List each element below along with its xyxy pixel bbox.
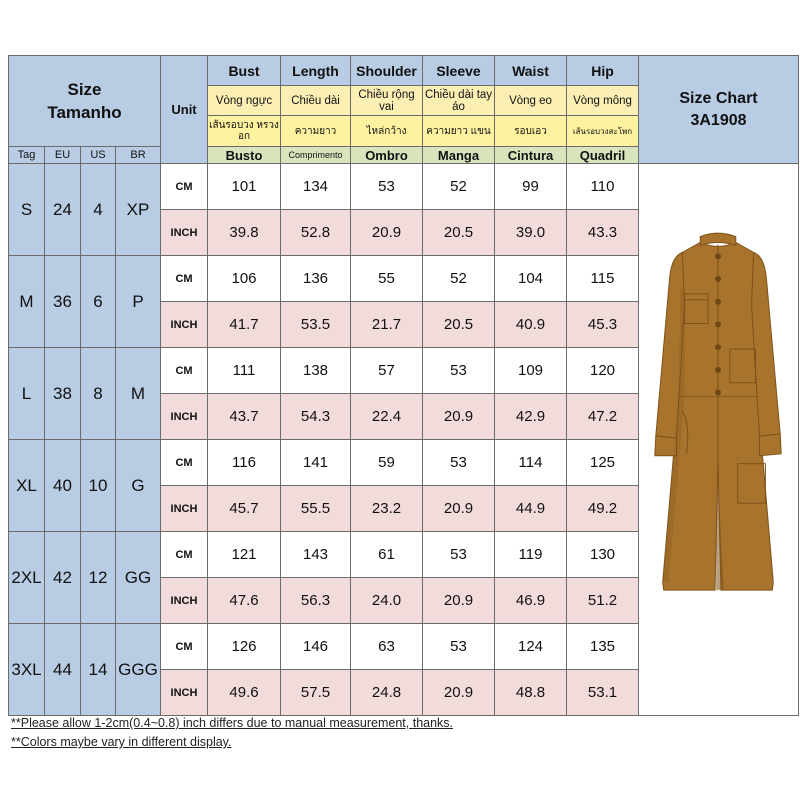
inch-value-bust: 49.6 <box>208 670 281 716</box>
cm-value-hip: 135 <box>567 624 639 670</box>
cm-value-sleeve: 53 <box>423 532 495 578</box>
size-eu-cell: 36 <box>45 256 81 348</box>
size-us-cell: 4 <box>81 164 116 256</box>
eu-column-header: EU <box>45 147 81 164</box>
inch-value-waist: 42.9 <box>495 394 567 440</box>
cm-value-sleeve: 53 <box>423 440 495 486</box>
size-eu-cell: 42 <box>45 532 81 624</box>
footer-note-measurement: **Please allow 1-2cm(0.4~0.8) inch differs due to manual measurement, thanks. <box>11 716 454 730</box>
size-us-cell: 10 <box>81 440 116 532</box>
cm-value-bust: 101 <box>208 164 281 210</box>
header-sleeve: Sleeve <box>423 56 495 86</box>
unit-inch-label: INCH <box>161 302 208 348</box>
cm-value-shoulder: 63 <box>351 624 423 670</box>
size-eu-cell: 38 <box>45 348 81 440</box>
inch-value-sleeve: 20.9 <box>423 394 495 440</box>
cm-value-bust: 121 <box>208 532 281 578</box>
size-eu-cell: 40 <box>45 440 81 532</box>
cm-value-shoulder: 59 <box>351 440 423 486</box>
cm-value-length: 136 <box>281 256 351 302</box>
cm-value-bust: 116 <box>208 440 281 486</box>
inch-value-bust: 45.7 <box>208 486 281 532</box>
unit-header: Unit <box>161 56 208 164</box>
inch-value-sleeve: 20.9 <box>423 578 495 624</box>
inch-value-length: 56.3 <box>281 578 351 624</box>
inch-value-hip: 47.2 <box>567 394 639 440</box>
inch-value-sleeve: 20.9 <box>423 486 495 532</box>
inch-value-length: 53.5 <box>281 302 351 348</box>
inch-value-hip: 43.3 <box>567 210 639 256</box>
pt-label-hip: Quadril <box>567 147 639 164</box>
th-label-bust: เส้นรอบวง หรวงอก <box>208 116 281 147</box>
size-tag-cell: L <box>9 348 45 440</box>
size-header-cell <box>9 56 161 147</box>
cm-value-shoulder: 61 <box>351 532 423 578</box>
inch-value-length: 57.5 <box>281 670 351 716</box>
footer-note-colors: **Colors maybe vary in different display. <box>11 735 232 749</box>
cm-value-length: 134 <box>281 164 351 210</box>
th-label-sleeve: ความยาว แขน <box>423 116 495 147</box>
pt-label-waist: Cintura <box>495 147 567 164</box>
vi-label-hip: Vòng mông <box>567 86 639 116</box>
header-hip: Hip <box>567 56 639 86</box>
inch-value-shoulder: 23.2 <box>351 486 423 532</box>
cm-value-length: 146 <box>281 624 351 670</box>
th-label-hip: เส้นรอบวงสะโพก <box>567 116 639 147</box>
chart-title: Size Chart <box>679 89 758 107</box>
size-br-cell: GGG <box>116 624 161 716</box>
cm-value-hip: 110 <box>567 164 639 210</box>
th-label-shoulder: ไหล่กว้าง <box>351 116 423 147</box>
vi-label-bust: Vòng ngực <box>208 86 281 116</box>
size-tag-cell: S <box>9 164 45 256</box>
pt-label-bust: Busto <box>208 147 281 164</box>
size-us-cell: 12 <box>81 532 116 624</box>
inch-value-hip: 51.2 <box>567 578 639 624</box>
cm-value-bust: 111 <box>208 348 281 394</box>
left-cuff <box>655 436 677 456</box>
cm-value-length: 143 <box>281 532 351 578</box>
chart-code: 3A1908 <box>690 111 747 129</box>
us-column-header: US <box>81 147 116 164</box>
size-chart-table <box>8 55 799 716</box>
size-tag-cell: 3XL <box>9 624 45 716</box>
unit-cm-label: CM <box>161 624 208 670</box>
right-cuff <box>759 434 781 456</box>
unit-inch-label: INCH <box>161 394 208 440</box>
vi-label-waist: Vòng eo <box>495 86 567 116</box>
header-waist: Waist <box>495 56 567 86</box>
unit-cm-label: CM <box>161 256 208 302</box>
unit-cm-label: CM <box>161 532 208 578</box>
header-shoulder: Shoulder <box>351 56 423 86</box>
cm-value-shoulder: 55 <box>351 256 423 302</box>
unit-cm-label: CM <box>161 348 208 394</box>
cm-value-waist: 119 <box>495 532 567 578</box>
vi-label-sleeve: Chiều dài tay áo <box>423 86 495 116</box>
inch-value-shoulder: 24.0 <box>351 578 423 624</box>
size-br-cell: G <box>116 440 161 532</box>
tag-column-header: Tag <box>9 147 45 164</box>
unit-inch-label: INCH <box>161 670 208 716</box>
cm-value-length: 141 <box>281 440 351 486</box>
unit-cm-label: CM <box>161 440 208 486</box>
cm-value-waist: 114 <box>495 440 567 486</box>
inch-value-bust: 39.8 <box>208 210 281 256</box>
header-row-english <box>9 56 799 86</box>
cm-value-waist: 109 <box>495 348 567 394</box>
size-us-cell: 6 <box>81 256 116 348</box>
size-tag-cell: 2XL <box>9 532 45 624</box>
cm-value-waist: 124 <box>495 624 567 670</box>
jumpsuit-illustration <box>639 164 797 714</box>
inch-value-shoulder: 20.9 <box>351 210 423 256</box>
cm-value-sleeve: 53 <box>423 348 495 394</box>
size-eu-cell: 44 <box>45 624 81 716</box>
inch-value-length: 52.8 <box>281 210 351 256</box>
inch-value-waist: 39.0 <box>495 210 567 256</box>
size-title: Size <box>67 80 102 99</box>
inch-value-shoulder: 22.4 <box>351 394 423 440</box>
inch-value-waist: 40.9 <box>495 302 567 348</box>
collar <box>700 233 736 245</box>
inch-value-sleeve: 20.5 <box>423 210 495 256</box>
pt-label-length: Comprimento <box>281 147 351 164</box>
size-br-cell: GG <box>116 532 161 624</box>
inch-value-hip: 45.3 <box>567 302 639 348</box>
size-br-cell: M <box>116 348 161 440</box>
cm-value-bust: 106 <box>208 256 281 302</box>
unit-inch-label: INCH <box>161 578 208 624</box>
inch-value-length: 54.3 <box>281 394 351 440</box>
size-tag-cell: XL <box>9 440 45 532</box>
cm-value-hip: 120 <box>567 348 639 394</box>
cm-value-shoulder: 53 <box>351 164 423 210</box>
vi-label-shoulder: Chiều rộng vai <box>351 86 423 116</box>
size-br-cell: XP <box>116 164 161 256</box>
cm-value-hip: 115 <box>567 256 639 302</box>
product-image-cell <box>639 164 799 716</box>
size-row-cm <box>9 164 799 210</box>
unit-inch-label: INCH <box>161 210 208 256</box>
cm-value-shoulder: 57 <box>351 348 423 394</box>
size-us-cell: 14 <box>81 624 116 716</box>
chart-title-cell <box>639 56 799 164</box>
inch-value-bust: 41.7 <box>208 302 281 348</box>
pt-label-sleeve: Manga <box>423 147 495 164</box>
cm-value-sleeve: 53 <box>423 624 495 670</box>
cm-value-sleeve: 52 <box>423 256 495 302</box>
inch-value-waist: 44.9 <box>495 486 567 532</box>
size-us-cell: 8 <box>81 348 116 440</box>
inch-value-bust: 43.7 <box>208 394 281 440</box>
cm-value-hip: 125 <box>567 440 639 486</box>
th-label-waist: รอบเอว <box>495 116 567 147</box>
size-subtitle: Tamanho <box>47 103 122 122</box>
inch-value-shoulder: 24.8 <box>351 670 423 716</box>
cm-value-length: 138 <box>281 348 351 394</box>
unit-cm-label: CM <box>161 164 208 210</box>
header-bust: Bust <box>208 56 281 86</box>
inch-value-waist: 48.8 <box>495 670 567 716</box>
cm-value-waist: 99 <box>495 164 567 210</box>
pt-label-shoulder: Ombro <box>351 147 423 164</box>
cm-value-sleeve: 52 <box>423 164 495 210</box>
inch-value-length: 55.5 <box>281 486 351 532</box>
inch-value-hip: 49.2 <box>567 486 639 532</box>
vi-label-length: Chiều dài <box>281 86 351 116</box>
inch-value-sleeve: 20.5 <box>423 302 495 348</box>
size-eu-cell: 24 <box>45 164 81 256</box>
inch-value-hip: 53.1 <box>567 670 639 716</box>
cm-value-bust: 126 <box>208 624 281 670</box>
size-br-cell: P <box>116 256 161 348</box>
header-length: Length <box>281 56 351 86</box>
cm-value-hip: 130 <box>567 532 639 578</box>
inch-value-bust: 47.6 <box>208 578 281 624</box>
inch-value-waist: 46.9 <box>495 578 567 624</box>
size-tag-cell: M <box>9 256 45 348</box>
br-column-header: BR <box>116 147 161 164</box>
inch-value-sleeve: 20.9 <box>423 670 495 716</box>
cm-value-waist: 104 <box>495 256 567 302</box>
th-label-length: ความยาว <box>281 116 351 147</box>
inch-value-shoulder: 21.7 <box>351 302 423 348</box>
unit-inch-label: INCH <box>161 486 208 532</box>
